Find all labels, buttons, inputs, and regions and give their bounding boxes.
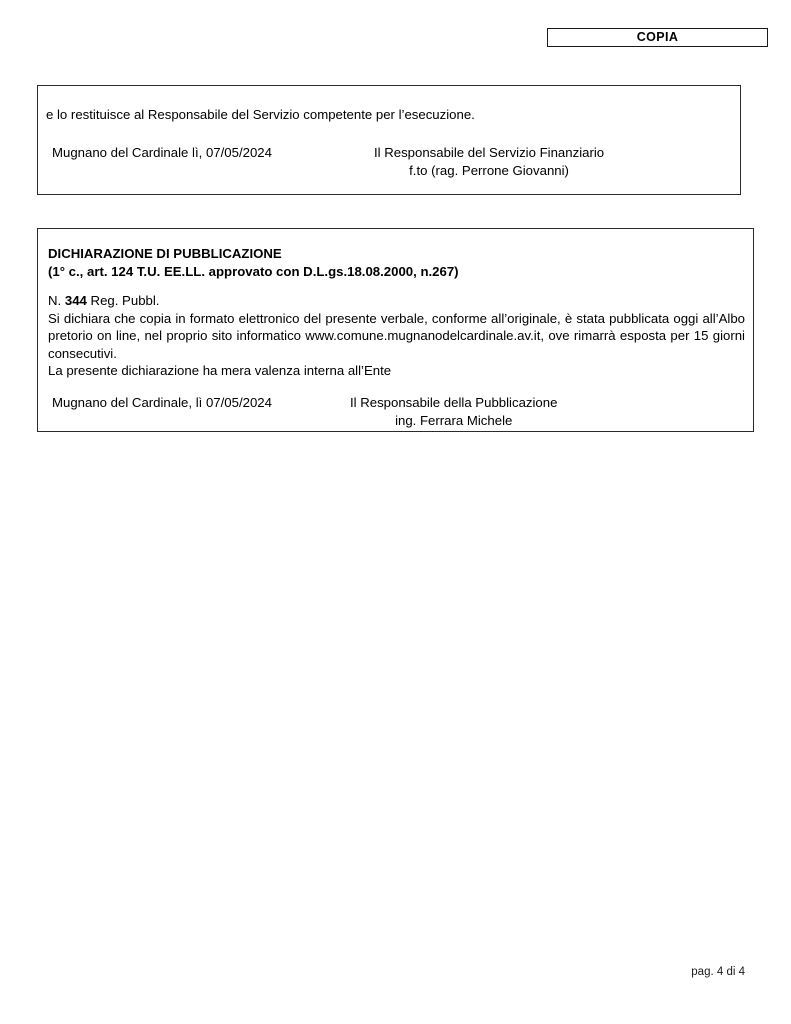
publication-register-number: 344 (64, 293, 87, 308)
execution-place-date: Mugnano del Cardinale lì, 07/05/2024 (52, 145, 272, 160)
publication-paragraph: Si dichiara che copia in formato elettronico del presente verbale, conforme all’originale, è stata pubblicata oggi all’Albo pretorio on line, nel proprio sito informatico www.comune.mugnanodelcardinale.av.it, ove rimarrà esposta per 15 giorni consecutivi. (48, 310, 745, 361)
copia-stamp-label: COPIA (636, 30, 679, 45)
publication-place-date: Mugnano del Cardinale, lì 07/05/2024 (52, 395, 272, 410)
execution-box-content (38, 86, 740, 194)
execution-signature-block (374, 144, 604, 179)
publication-declaration-box (37, 228, 754, 432)
publication-body (48, 292, 745, 380)
publication-note-line: La presente dichiarazione ha mera valenza interna all’Ente (48, 363, 392, 379)
publication-signature-block (350, 394, 557, 429)
execution-signature-title: Il Responsabile del Servizio Finanziario (373, 145, 605, 160)
page-footer (0, 966, 745, 978)
publication-heading (48, 245, 459, 280)
page-number-label: pag. 4 di 4 (691, 966, 745, 978)
publication-register-line (48, 292, 745, 310)
publication-signature-row (38, 394, 753, 429)
copia-stamp-box (547, 28, 768, 47)
execution-intro-line: e lo restituisce al Responsabile del Servizio competente per l’esecuzione. (46, 107, 475, 122)
publication-register-prefix: N. (48, 293, 65, 308)
publication-signature-title: Il Responsabile della Pubblicazione (349, 395, 558, 410)
publication-box-content (38, 229, 753, 431)
execution-signature-name: f.to (rag. Perrone Giovanni) (409, 162, 569, 178)
publication-register-suffix: Reg. Pubbl. (86, 293, 160, 308)
execution-signature-row (38, 144, 740, 179)
execution-statement-box (37, 85, 741, 195)
publication-signature-name: ing. Ferrara Michele (395, 412, 513, 428)
publication-heading-reference: (1° c., art. 124 T.U. EE.LL. approvato con D.L.gs.18.08.2000, n.267) (48, 263, 459, 279)
publication-heading-title: DICHIARAZIONE DI PUBBLICAZIONE (48, 246, 282, 261)
